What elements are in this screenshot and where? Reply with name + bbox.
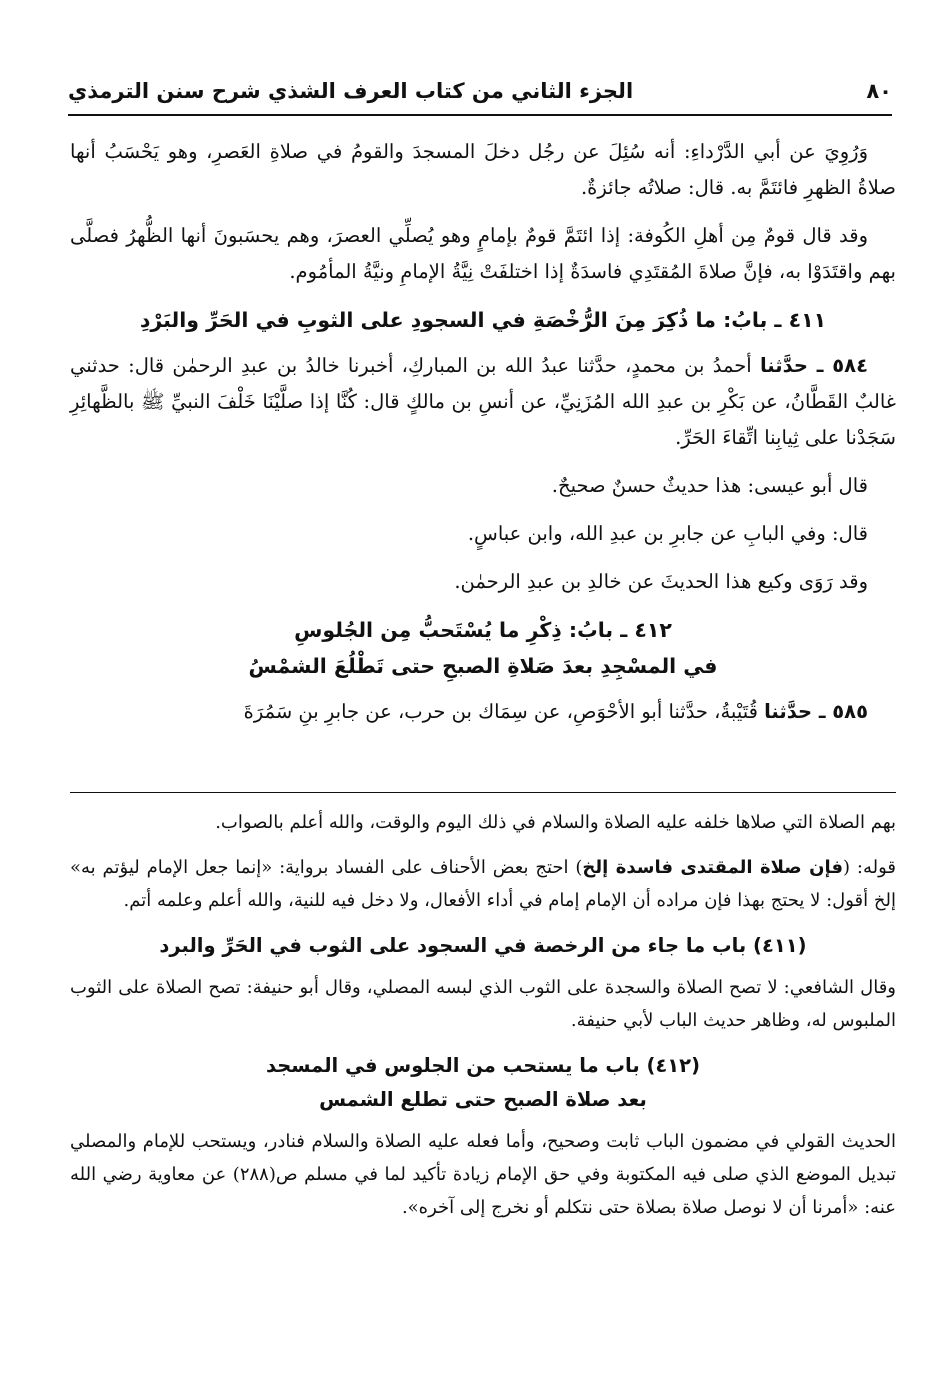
note-shafii: وقال الشافعي: لا تصح الصلاة والسجدة على الثوب الذي لبسه المصلي، وقال أبو حنيفة: تصح الصلاة على الثوب الملبوس له، وظاهر حديث الباب لأبي حنيفة. — [70, 977, 896, 1031]
note-fasida-quote: فإن صلاة المقتدى فاسدة إلخ — [582, 857, 843, 878]
footnote-divider — [70, 792, 896, 793]
paragraph-abu-darda: وَرُوِيَ عن أبي الدَّرْداءِ: أنه سُئِلَ عن رجُل دخلَ المسجدَ والقومُ في صلاةِ العَصرِ، وهو يَحْسَبُ أنها صلاةُ الظهرِ فائتَمَّ به. قال: صلاتُه جائزةٌ. — [70, 140, 896, 199]
commentary-heading-412 — [70, 1049, 896, 1117]
chapter-heading-412-line2: في المسْجِدِ بعدَ صَلاةِ الصبحِ حتى تَطْلُعَ الشمْسُ — [248, 654, 718, 678]
commentary-heading-412-line2: بعد صلاة الصبح حتى تطلع الشمس — [319, 1088, 647, 1111]
hadith-584-text: أحمدُ بن محمدٍ، حدَّثنا عبدُ الله بن المباركِ، أخبرنا خالدُ بن عبدِ الرحمٰن قال: حدثني غالبٌ القَطَّانُ، عن بَكْرِ بن عبدِ الله المُزَنِيِّ، عن أنسِ بن مالكٍ قال: كُنَّا إذا صلَّيْنَا خَلْفَ النبيِّ ﷺ بالظَّهائِرِ سَجَدْنا على ثِيابِنا اتِّقاءَ الحَرِّ. — [70, 354, 896, 449]
hadith-585 — [70, 694, 896, 730]
hadith-584-lead: ٥٨٤ ـ حدَّثنا — [759, 354, 868, 377]
chapter-heading-412-line1: ٤١٢ ـ بابُ: ذِكْرِ ما يُسْتَحبُّ مِن الجُلوسِ — [294, 618, 672, 642]
wa-fi-albab: قال: وفي البابِ عن جابرِ بن عبدِ الله، وابن عباسٍ. — [467, 522, 868, 545]
chapter-heading-412 — [70, 612, 896, 684]
page-header — [68, 68, 892, 116]
commentary-heading-412-line1: (٤١٢) باب ما يستحب من الجلوس في المسجد — [265, 1054, 701, 1077]
note-final: الحديث القولي في مضمون الباب ثابت وصحيح، وأما فعله عليه الصلاة والسلام فنادر، ويستحب للإمام والمصلي تبديل الموضع الذي صلى فيه المكتوبة وفي حق الإمام زيادة تأكيد لما في مسلم ص(٢٨٨) عن معاوية رضي الله عنه: «أمرنا أن لا نوصل صلاة بصلاة حتى نتكلم أو نخرج إلى آخره». — [70, 1131, 896, 1218]
hadith-584 — [70, 348, 896, 456]
note-fasida-rest: ) احتج بعض الأحناف على الفساد برواية: «إنما جعل الإمام ليؤتم به» إلخ أقول: لا يحتج بهذا فإن مراده أن الإمام إمام في أداء الأفعال، ولا دخل فيه للنية، والله أعلم وعلمه أتم. — [70, 857, 896, 911]
note-fasida — [70, 851, 896, 917]
main-text — [70, 134, 896, 742]
commentary-heading-411: (٤١١) باب ما جاء من الرخصة في السجود على الثوب في الحَرِّ والبرد — [159, 934, 807, 957]
waki-narration: وقد رَوَى وكيع هذا الحديثَ عن خالدِ بن عبدِ الرحمٰن. — [454, 570, 868, 593]
commentary — [70, 806, 896, 1236]
chapter-heading-411: ٤١١ ـ بابُ: ما ذُكِرَ مِنَ الرُّخْصَةِ في السجودِ على الثوبِ في الحَرِّ والبَرْدِ — [139, 308, 827, 332]
note-fasida-intro: قوله: ( — [843, 857, 896, 878]
running-title: الجزء الثاني من كتاب العرف الشذي شرح سنن الترمذي — [68, 79, 634, 103]
hadith-585-lead: ٥٨٥ ـ حدَّثنا — [764, 700, 868, 723]
page-number: ٨٠ — [866, 79, 892, 103]
hadith-585-text: قُتَيْبةُ، حدَّثنا أبو الأحْوَصِ، عن سِمَاك بن حرب، عن جابرِ بنِ سَمُرَةَ — [243, 700, 758, 723]
abu-isa-grading: قال أبو عيسى: هذا حديثٌ حسنٌ صحيحٌ. — [551, 474, 868, 497]
paragraph-kufa: وقد قال قومٌ مِن أهلِ الكُوفة: إذا ائتَمَّ قومٌ بإمامٍ وهو يُصلِّي العصرَ، وهم يحسَبونَ أنها الظُّهرُ فصلَّى بهم واقتَدَوْا به، فإنَّ صلاةَ المُقتَدِي فاسدَةٌ إذا اختلفَتْ نِيَّةُ الإمامِ ونيَّةُ المأمُوم. — [70, 224, 896, 283]
note-continuation: بهم الصلاة التي صلاها خلفه عليه الصلاة والسلام في ذلك اليوم والوقت، والله أعلم بالصواب. — [215, 812, 896, 833]
